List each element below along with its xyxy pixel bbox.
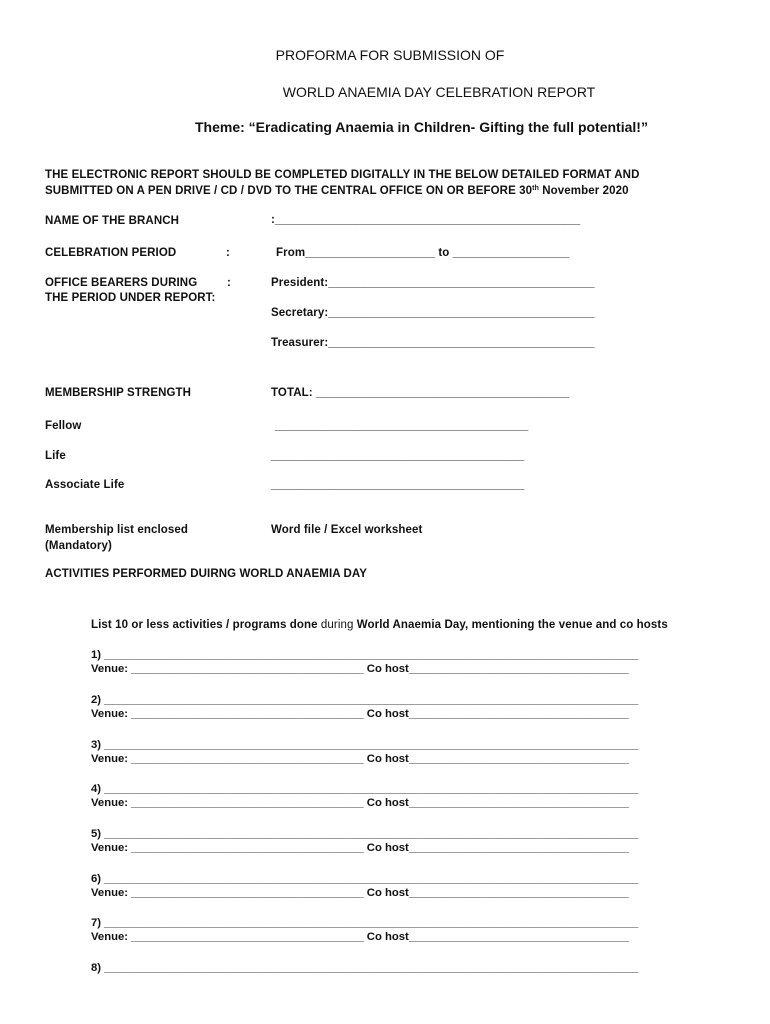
instruction-line-2-sup: th	[532, 185, 539, 192]
activity-line-8[interactable]: 8) _____________________________________________________________________________________	[91, 962, 639, 974]
branch-label: NAME OF THE BRANCH	[45, 215, 180, 227]
activity-line-3[interactable]: 3) _____________________________________________________________________________________	[91, 739, 639, 751]
instruction-line-2-end: November 2020	[538, 185, 629, 197]
activities-intro-c: World Anaemia Day, mentioning the venue and co hosts	[353, 619, 668, 631]
theme-text: Theme: “Eradicating Anaemia in Children- Gifting the full potential!”	[195, 119, 648, 135]
period-field[interactable]: From____________________ to __________________	[276, 247, 570, 259]
life-field[interactable]: _______________________________________	[271, 450, 525, 462]
activities-intro	[91, 619, 668, 631]
fellow-label: Fellow	[45, 420, 82, 432]
associate-label: Associate Life	[45, 479, 125, 491]
activity-line-4[interactable]: 4) _____________________________________________________________________________________	[91, 783, 639, 795]
activity-line-2[interactable]: 2) _____________________________________________________________________________________	[91, 694, 639, 706]
activity-venue-2[interactable]: Venue: _____________________________________ Co host___________________________________	[91, 708, 629, 720]
membership-list-label-2: (Mandatory)	[45, 540, 112, 552]
membership-label: MEMBERSHIP STRENGTH	[45, 387, 192, 399]
period-colon: :	[226, 247, 230, 259]
activity-venue-6[interactable]: Venue: _____________________________________ Co host___________________________________	[91, 887, 629, 899]
membership-total-field[interactable]: TOTAL: _______________________________________	[271, 387, 570, 399]
membership-list-value: Word file / Excel worksheet	[271, 524, 423, 536]
instruction-line-2-text: SUBMITTED ON A PEN DRIVE / CD / DVD TO THE CENTRAL OFFICE ON OR BEFORE 30	[45, 185, 533, 197]
bearers-label-2: THE PERIOD UNDER REPORT:	[45, 292, 216, 304]
activity-line-7[interactable]: 7) _____________________________________________________________________________________	[91, 917, 639, 929]
life-label: Life	[45, 450, 66, 462]
activity-line-5[interactable]: 5) _____________________________________________________________________________________	[91, 828, 639, 840]
membership-list-label-1: Membership list enclosed	[45, 524, 188, 536]
treasurer-field[interactable]: Treasurer:_________________________________________	[271, 337, 595, 349]
bearers-label-1: OFFICE BEARERS DURING	[45, 277, 198, 289]
branch-field[interactable]: :_______________________________________________	[271, 214, 581, 226]
instruction-line-1: THE ELECTRONIC REPORT SHOULD BE COMPLETED DIGITALLY IN THE BELOW DETAILED FORMAT AND	[45, 169, 640, 181]
activity-venue-3[interactable]: Venue: _____________________________________ Co host___________________________________	[91, 753, 629, 765]
period-label: CELEBRATION PERIOD	[45, 247, 177, 259]
activity-line-6[interactable]: 6) _____________________________________________________________________________________	[91, 873, 639, 885]
activity-venue-1[interactable]: Venue: _____________________________________ Co host___________________________________	[91, 663, 629, 675]
activities-intro-a: List 10 or less activities / programs done	[91, 619, 321, 631]
title-line-2: WORLD ANAEMIA DAY CELEBRATION REPORT	[282, 84, 596, 100]
activity-line-1[interactable]: 1) _____________________________________________________________________________________	[91, 649, 639, 661]
activity-venue-7[interactable]: Venue: _____________________________________ Co host___________________________________	[91, 931, 629, 943]
activities-intro-b: during	[320, 619, 354, 631]
activity-venue-5[interactable]: Venue: _____________________________________ Co host___________________________________	[91, 842, 629, 854]
secretary-field[interactable]: Secretary:_________________________________________	[271, 307, 595, 319]
fellow-field[interactable]: _______________________________________	[275, 420, 529, 432]
president-field[interactable]: President:_________________________________________	[271, 277, 595, 289]
associate-field[interactable]: _______________________________________	[271, 479, 525, 491]
activities-heading: ACTIVITIES PERFORMED DUIRNG WORLD ANAEMIA DAY	[45, 568, 368, 580]
title-line-1: PROFORMA FOR SUBMISSION OF	[275, 47, 505, 63]
activity-venue-4[interactable]: Venue: _____________________________________ Co host___________________________________	[91, 797, 629, 809]
instruction-line-2	[45, 185, 629, 197]
bearers-colon: :	[227, 277, 231, 289]
